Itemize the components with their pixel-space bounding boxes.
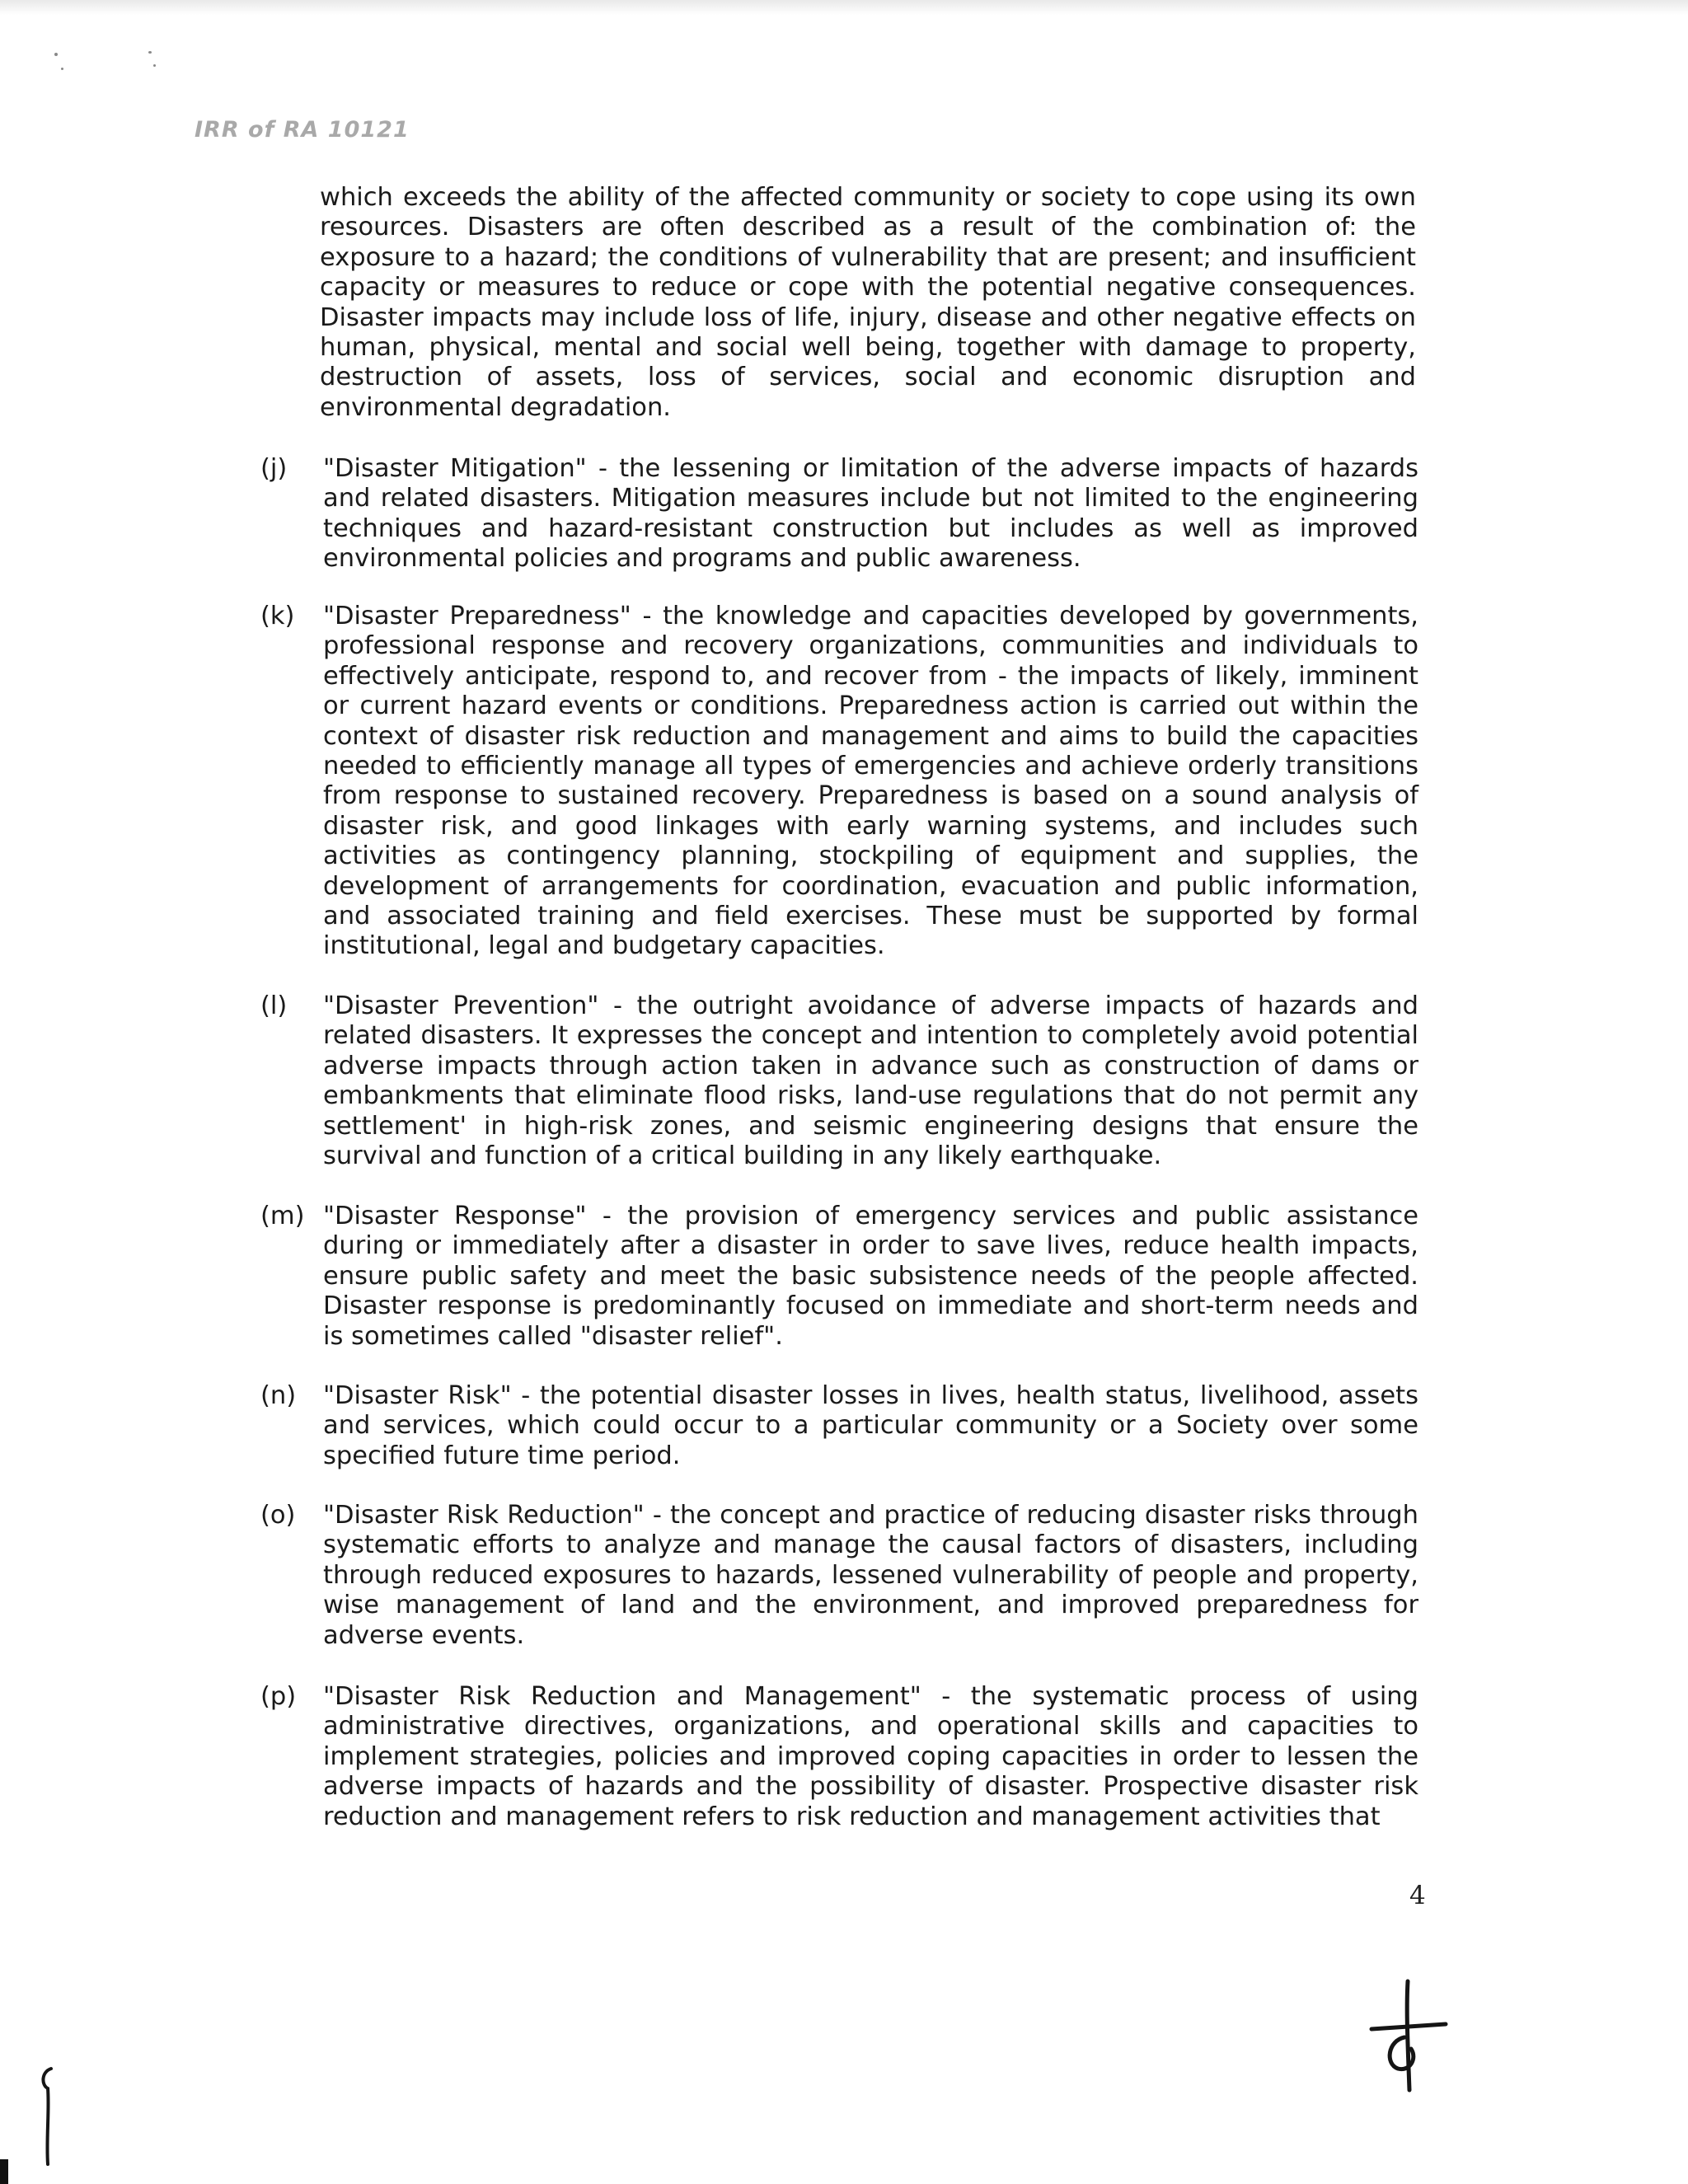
scan-speck	[54, 53, 58, 56]
definition-item	[260, 1202, 1418, 1352]
definition-label: (o)	[260, 1501, 296, 1530]
definition-text: "Disaster Risk Reduction" - the concept and practice of reducing disaster risks through systematic efforts to analyze and manage the causal factors of disasters, including through reduced exposures to hazards, lessened vulnerability of people and property, wise management of land and the environment, and improved preparedness for adverse events.	[323, 1501, 1418, 1650]
definition-item	[260, 991, 1418, 1171]
definition-text: "Disaster Prevention" - the outright avoidance of adverse impacts of hazards and related disasters. It expresses the concept and intention to completely avoid potential adverse impacts through action taken in advance such as construction of dams or embankments that eliminate flood risks, land-use regulations that do not permit any settlement' in high-risk zones, and seismic engineering designs that ensure the survival and function of a critical building in any likely earthquake.	[323, 991, 1418, 1171]
handwritten-corner-mark	[33, 2060, 66, 2168]
scan-speck	[153, 64, 156, 67]
definition-label: (j)	[260, 454, 288, 483]
definition-item	[260, 1682, 1418, 1832]
definition-label: (n)	[260, 1381, 297, 1410]
scan-edge-mark	[0, 2159, 8, 2184]
scan-shadow	[0, 0, 1688, 15]
page-number: 4	[1409, 1881, 1426, 1910]
definition-item	[260, 454, 1418, 574]
running-header: IRR of RA 10121	[195, 117, 410, 143]
handwritten-initial-mark	[1360, 1978, 1451, 2093]
definition-text: "Disaster Risk Reduction and Management" - the systematic process of using administrative directives, organizations, and operational skills and capacities to implement strategies, policies and improved coping capacities in order to lessen the adverse impacts of hazards and the possibility of disaster. Prospective disaster risk reduction and management refers to risk reduction and management activities that	[323, 1682, 1418, 1831]
continued-paragraph: which exceeds the ability of the affected community or society to cope using its own resources. Disasters are often described as a result of the combination of: the exposure to a hazard; the conditions of vulnerability that are present; and insufficient capacity or measures to reduce or cope with the potential negative consequences. Disaster impacts may include loss of life, injury, disease and other negative effects on human, physical, mental and social well being, together with damage to property, destruction of assets, loss of services, social and economic disruption and environmental degradation.	[320, 183, 1416, 422]
definition-text: "Disaster Response" - the provision of emergency services and public assistance during or immediately after a disaster in order to save lives, reduce health impacts, ensure public safety and meet the basic subsistence needs of the people affected. Disaster response is predominantly focused on immediate and short-term needs and is sometimes called "disaster relief".	[323, 1202, 1418, 1351]
definition-item	[260, 602, 1418, 962]
scan-speck	[61, 68, 63, 70]
scan-speck	[148, 51, 152, 54]
definition-label: (p)	[260, 1682, 297, 1711]
definition-text: "Disaster Preparedness" - the knowledge and capacities developed by governments, professional response and recovery organizations, communities and individuals to effectively anticipate, respond to, and recover from - the impacts of likely, imminent or current hazard events or conditions. Preparedness action is carried out within the context of disaster risk reduction and management and aims to build the capacities needed to efficiently manage all types of emergencies and achieve orderly transitions from response to sustained recovery. Preparedness is based on a sound analysis of disaster risk, and good linkages with early warning systems, and includes such activities as contingency planning, stockpiling of equipment and supplies, the development of arrangements for coordination, evacuation and public information, and associated training and field exercises. These must be supported by formal institutional, legal and budgetary capacities.	[323, 602, 1418, 961]
definition-item	[260, 1381, 1418, 1471]
definition-label: (k)	[260, 602, 295, 630]
definition-label: (m)	[260, 1202, 305, 1230]
definition-text: "Disaster Mitigation" - the lessening or limitation of the adverse impacts of hazards and related disasters. Mitigation measures include but not limited to the engineering techniques and hazard-resistant construction but includes as well as improved environmental policies and programs and public awareness.	[323, 454, 1418, 574]
definition-text: "Disaster Risk" - the potential disaster losses in lives, health status, livelihood, assets and services, which could occur to a particular community or a Society over some specified future time period.	[323, 1381, 1418, 1470]
definition-label: (l)	[260, 991, 288, 1020]
definition-item	[260, 1501, 1418, 1651]
